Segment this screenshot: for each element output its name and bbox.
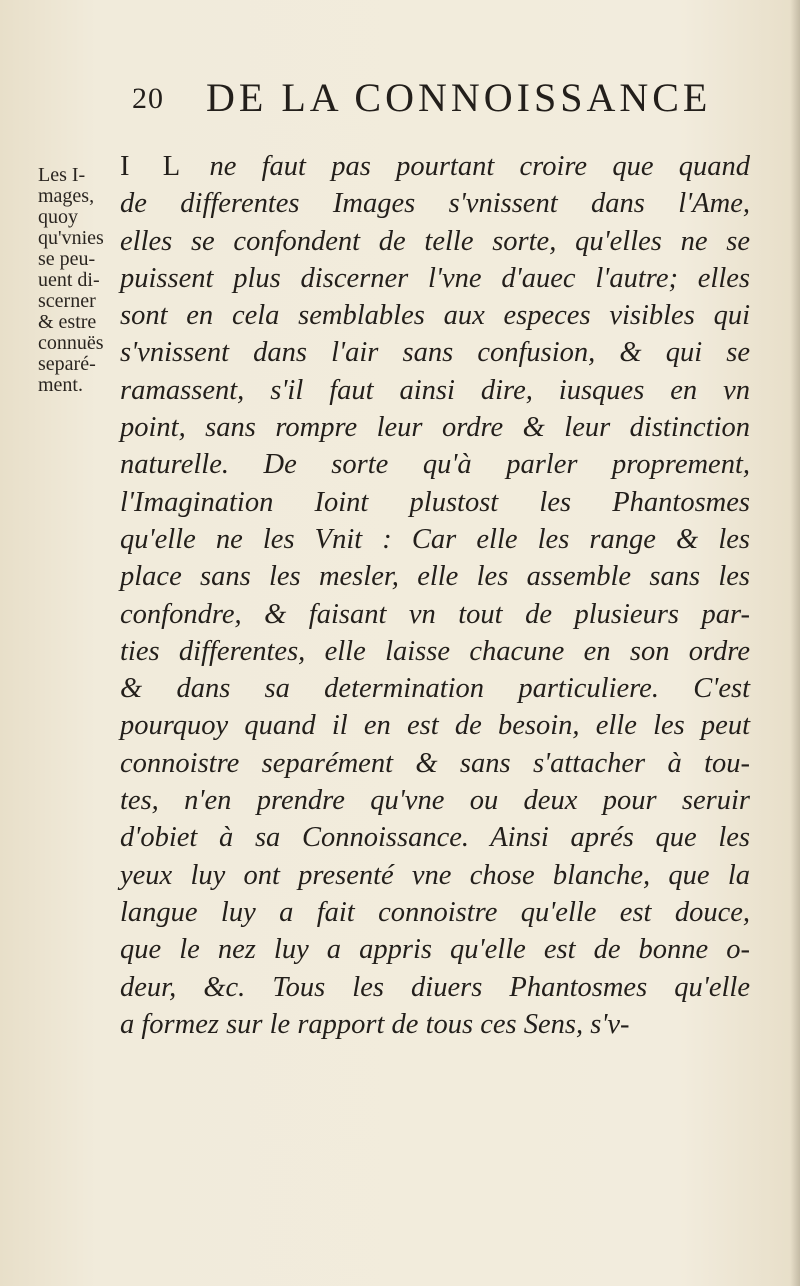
text-line: point, sans rompre leur ordre & leur distinction: [120, 412, 750, 444]
text-line: deur, &c. Tous les diuers Phantosmes qu'elle: [120, 971, 750, 1003]
marginal-line: ment.: [38, 374, 83, 396]
text-line: pourquoy quand il en est de besoin, elle les peut: [120, 710, 750, 742]
marginal-line: scerner: [38, 290, 96, 312]
marginal-line: qu'vnies: [38, 227, 104, 249]
text-line: elles se confondent de telle sorte, qu'elles ne se: [120, 225, 750, 257]
text-line: qu'elle ne les Vnit : Car elle les range & les: [120, 523, 750, 555]
marginal-line: uent di-: [38, 269, 100, 291]
marginal-line: mages,: [38, 185, 95, 207]
text-line: yeux luy ont presenté vne chose blanche, que la: [120, 859, 750, 891]
page-edge-shadow: [790, 0, 800, 1286]
text-line: de differentes Images s'vnissent dans l'Ame,: [120, 188, 750, 220]
text-line: confondre, & faisant vn tout de plusieurs par-: [120, 598, 750, 630]
text-line: l'Imagination Ioint plustost les Phantosmes: [120, 486, 750, 518]
text-line: puissent plus discerner l'vne d'auec l'autre; elles: [120, 262, 750, 294]
text-line: ties differentes, elle laisse chacune en son ordre: [120, 635, 750, 667]
text-line: langue luy a fait connoistre qu'elle est douce,: [120, 896, 750, 928]
text-line: a formez sur le rapport de tous ces Sens, s'v-: [120, 1008, 630, 1040]
text-line: [120, 148, 750, 185]
first-line-text: ne faut pas pourtant croire que quand: [209, 151, 750, 182]
text-line: connoistre separément & sans s'attacher à tou-: [120, 747, 750, 779]
initial-word: I L: [120, 151, 185, 182]
text-line: naturelle. De sorte qu'à parler proprement,: [120, 449, 750, 481]
text-line: que le nez luy a appris qu'elle est de bonne o-: [120, 934, 750, 966]
marginal-line: quoy: [38, 206, 78, 228]
text-line: sont en cela semblables aux especes visibles qui: [120, 300, 750, 332]
page-number: 20: [132, 82, 164, 115]
marginal-line: separé-: [38, 353, 96, 375]
text-line: s'vnissent dans l'air sans confusion, & qui se: [120, 337, 750, 369]
body-text: [120, 148, 750, 1043]
marginal-line: se peu-: [38, 248, 96, 270]
marginal-line: Les I-: [38, 164, 86, 186]
page-header: [132, 74, 732, 124]
marginal-line: connuës: [38, 332, 104, 354]
marginal-note: [38, 165, 124, 396]
text-line: & dans sa determination particuliere. C'est: [120, 673, 750, 705]
text-line: ramassent, s'il faut ainsi dire, iusques en vn: [120, 374, 750, 406]
marginal-line: & estre: [38, 311, 97, 333]
running-head: DE LA CONNOISSANCE: [206, 75, 712, 120]
text-line: place sans les mesler, elle les assemble sans les: [120, 561, 750, 593]
text-line: d'obiet à sa Connoissance. Ainsi aprés que les: [120, 822, 750, 854]
text-line: tes, n'en prendre qu'vne ou deux pour seruir: [120, 785, 750, 817]
